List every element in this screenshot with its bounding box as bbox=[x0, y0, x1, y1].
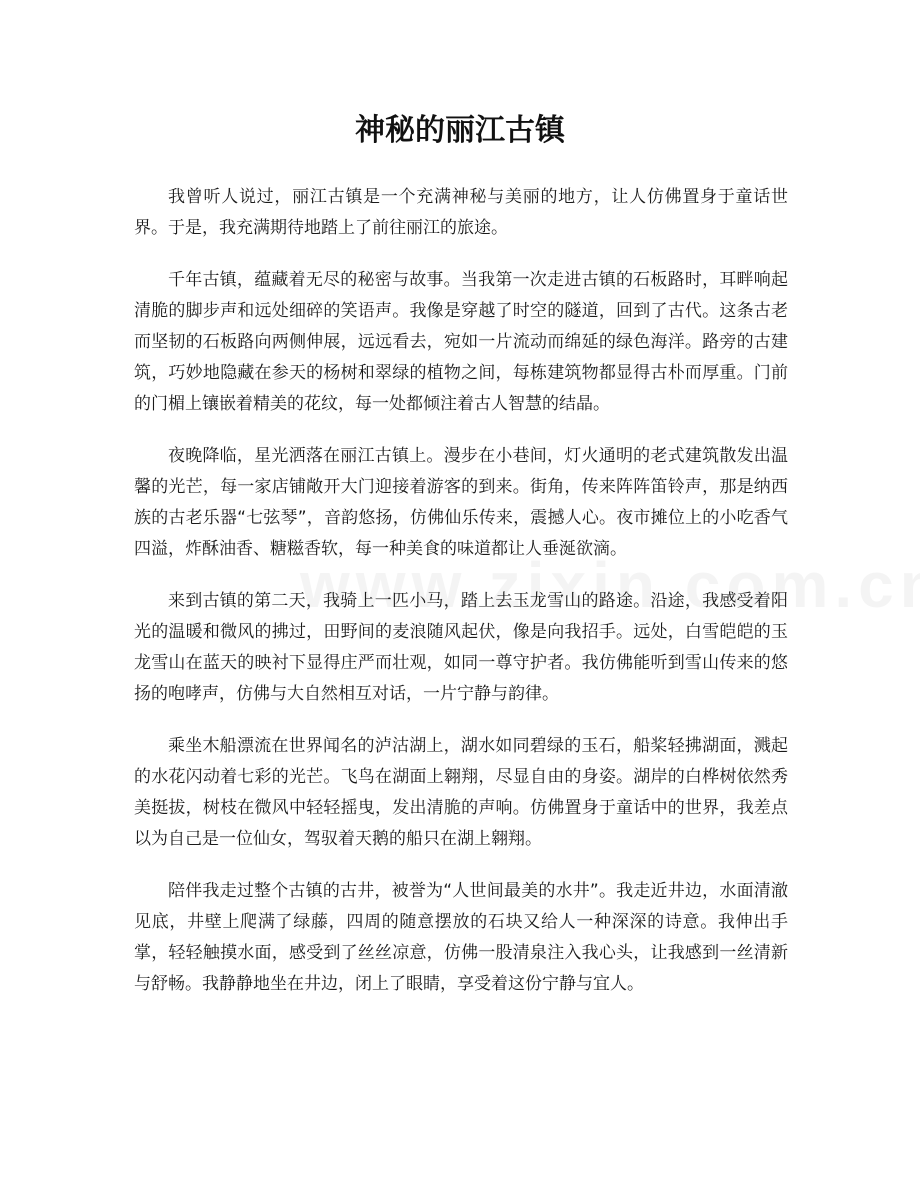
document-body bbox=[134, 182, 788, 1021]
paragraph-4: 来到古镇的第二天，我骑上一匹小马，踏上去玉龙雪山的路途。沿途，我感受着阳光的温暖和微风的拂过，田野间的麦浪随风起伏，像是向我招手。远处，白雪皑皑的玉龙雪山在蓝天的映衬下显得庄严而壮观，如同一尊守护者。我仿佛能听到雪山传来的悠扬的咆哮声，仿佛与大自然相互对话，一片宁静与韵律。 bbox=[134, 591, 788, 704]
paragraph-6: 陪伴我走过整个古镇的古井，被誉为“人世间最美的水井”。我走近井边，水面清澈见底，井壁上爬满了绿藤，四周的随意摆放的石块又给人一种深深的诗意。我伸出手掌，轻轻触摸水面，感受到了丝丝凉意，仿佛一股清泉注入我心头，让我感到一丝清新与舒畅。我静静地坐在井边，闭上了眼睛，享受着这份宁静与宜人。 bbox=[134, 881, 788, 994]
paragraph-5: 乘坐木船漂流在世界闻名的泸沽湖上，湖水如同碧绿的玉石，船桨轻拂湖面，溅起的水花闪动着七彩的光芒。飞鸟在湖面上翱翔，尽显自由的身姿。湖岸的白桦树依然秀美挺拔，树枝在微风中轻轻摇曳，发出清脆的声响。仿佛置身于童话中的世界，我差点以为自己是一位仙女，驾驭着天鹅的船只在湖上翱翔。 bbox=[134, 736, 788, 849]
document-title: 神秘的丽江古镇 bbox=[355, 113, 565, 148]
paragraph-1: 我曾听人说过，丽江古镇是一个充满神秘与美丽的地方，让人仿佛置身于童话世界。于是，我充满期待地踏上了前往丽江的旅途。 bbox=[134, 187, 788, 238]
paragraph-2: 千年古镇，蕴藏着无尽的秘密与故事。当我第一次走进古镇的石板路时，耳畔响起清脆的脚步声和远处细碎的笑语声。我像是穿越了时空的隧道，回到了古代。这条古老而坚韧的石板路向两侧伸展，远远看去，宛如一片流动而绵延的绿色海洋。路旁的古建筑，巧妙地隐藏在参天的杨树和翠绿的植物之间，每栋建筑物都显得古朴而厚重。门前的门楣上镶嵌着精美的花纹，每一处都倾注着古人智慧的结晶。 bbox=[134, 270, 788, 414]
paragraph-3: 夜晚降临，星光洒落在丽江古镇上。漫步在小巷间，灯火通明的老式建筑散发出温馨的光芒，每一家店铺敞开大门迎接着游客的到来。街角，传来阵阵笛铃声，那是纳西族的古老乐器“七弦琴”，音韵悠扬，仿佛仙乐传来，震撼人心。夜市摊位上的小吃香气四溢，炸酥油香、糖糍香软，每一种美食的味道都让人垂涎欲滴。 bbox=[134, 446, 788, 559]
